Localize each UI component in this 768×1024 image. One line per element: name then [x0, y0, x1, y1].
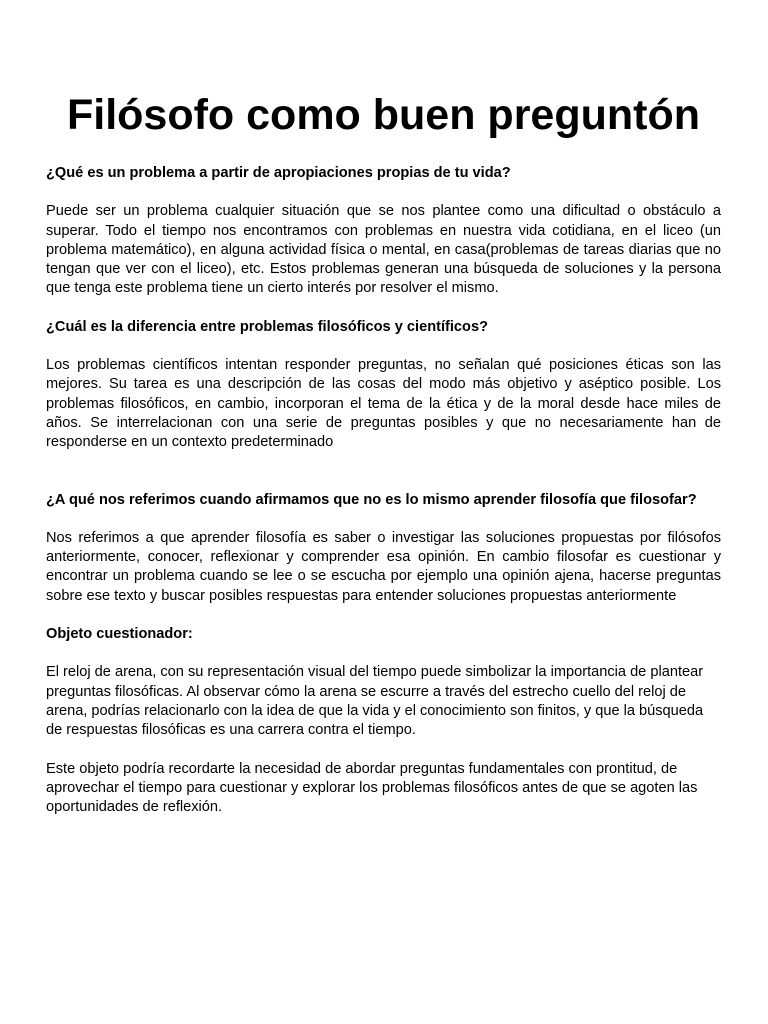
answer-paragraph-1: Puede ser un problema cualquier situación que se nos plantee como una dificultad o obstáculo a superar. Todo el tiempo nos encontramos con problemas en nuestra vida cotidiana, en el liceo (un problema matemático), en alguna actividad física o mental, en casa(problemas de tareas diarias que no tengan que ver con el liceo), etc. Estos problemas generan una búsqueda de soluciones y la persona que tenga este problema tiene un cierto interés por resolver el mismo. [46, 203, 721, 297]
object-heading: Objeto cuestionador: [46, 626, 193, 643]
question-heading-1: ¿Qué es un problema a partir de apropiaciones propias de tu vida? [46, 165, 511, 181]
object-paragraph-1: El reloj de arena, con su representación visual del tiempo puede simbolizar la importancia de plantear preguntas filosóficas. Al observar cómo la arena se escurre a través del estrecho cuello del reloj de arena, podrías relacionarlo con la idea de que la vida y el conocimiento son finitos, y que la búsqueda de respuestas filosóficas es una carrera contra el tiempo. [46, 664, 704, 739]
answer-paragraph-3: Nos referimos a que aprender filosofía es saber o investigar las soluciones propuestas por filósofos anteriormente, conocer, reflexionar y comprender esa opinión. En cambio filosofar es cuestionar y encontrar un problema cuando se lee o se escucha por ejemplo una opinión ajena, hacerse preguntas sobre ese texto y buscar posibles respuestas para entender soluciones propuestas anteriormente [46, 529, 721, 604]
document-page [46, 0, 721, 817]
question-heading-2: ¿Cuál es la diferencia entre problemas filosóficos y científicos? [46, 318, 488, 335]
question-heading-3: ¿A qué nos referimos cuando afirmamos que no es lo mismo aprender filosofía que filosofar? [46, 491, 697, 508]
answer-paragraph-2: Los problemas científicos intentan responder preguntas, no señalan qué posiciones éticas son las mejores. Su tarea es una descripción de las cosas del modo más objetivo y aséptico posible. Los problemas filosóficos, en cambio, incorporan el tema de la ética y de la moral desde hace miles de años. Se interrelacionan con una serie de preguntas posibles y que no necesariamente han de responderse en un contexto predeterminado [46, 357, 721, 451]
object-paragraph-2: Este objeto podría recordarte la necesidad de abordar preguntas fundamentales con prontitud, de aprovechar el tiempo para cuestionar y explorar los problemas filosóficos antes de que se agoten las oportunidades de reflexión. [46, 760, 698, 816]
document-title: Filósofo como buen preguntón [67, 91, 700, 139]
